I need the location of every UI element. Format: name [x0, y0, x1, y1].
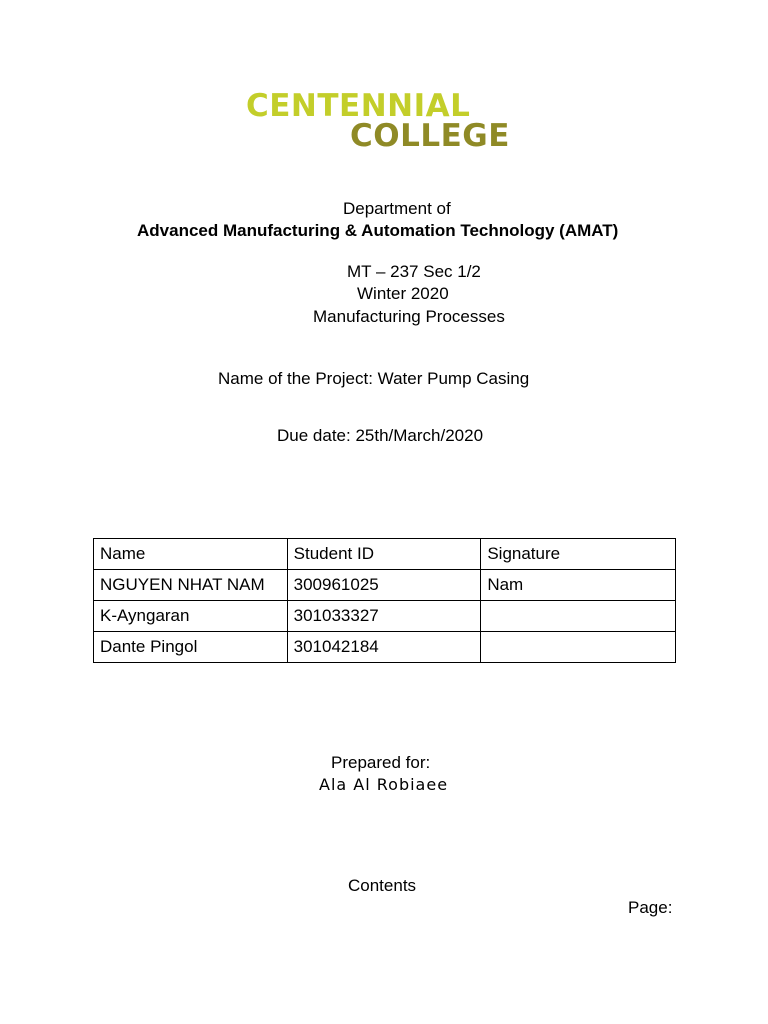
cell-signature: [481, 632, 676, 663]
header-signature: Signature: [481, 539, 676, 570]
cell-name: NGUYEN NHAT NAM: [94, 570, 288, 601]
table-row: [94, 601, 676, 632]
table-row: [94, 632, 676, 663]
contents-title: Contents: [348, 876, 417, 895]
header-name: Name: [94, 539, 288, 570]
page-label: Page:: [628, 898, 673, 917]
cell-student-id: 301033327: [287, 601, 481, 632]
table-row: [94, 570, 676, 601]
due-date: Due date: 25th/March/2020: [277, 426, 484, 445]
logo-text-college: COLLEGE: [350, 118, 510, 154]
course-name: Manufacturing Processes: [313, 307, 505, 326]
course-code: MT – 237 Sec 1/2: [347, 262, 481, 281]
cell-name: Dante Pingol: [94, 632, 288, 663]
cell-name: K-Ayngaran: [94, 601, 288, 632]
header-student-id: Student ID: [287, 539, 481, 570]
cell-student-id: 300961025: [287, 570, 481, 601]
department-name: Advanced Manufacturing & Automation Technology (AMAT): [137, 221, 619, 240]
college-logo: [246, 88, 516, 158]
department-prefix: Department of: [343, 199, 451, 218]
prepared-for-label: Prepared for:: [331, 753, 431, 772]
instructor-name: Ala Al Robiaee: [319, 775, 449, 794]
cell-signature: Nam: [481, 570, 676, 601]
students-table: [93, 538, 676, 663]
table-header-row: [94, 539, 676, 570]
term: Winter 2020: [357, 284, 449, 303]
project-name: Name of the Project: Water Pump Casing: [218, 369, 530, 388]
logo-text-centennial: CENTENNIAL: [246, 88, 471, 124]
cell-student-id: 301042184: [287, 632, 481, 663]
cell-signature: [481, 601, 676, 632]
